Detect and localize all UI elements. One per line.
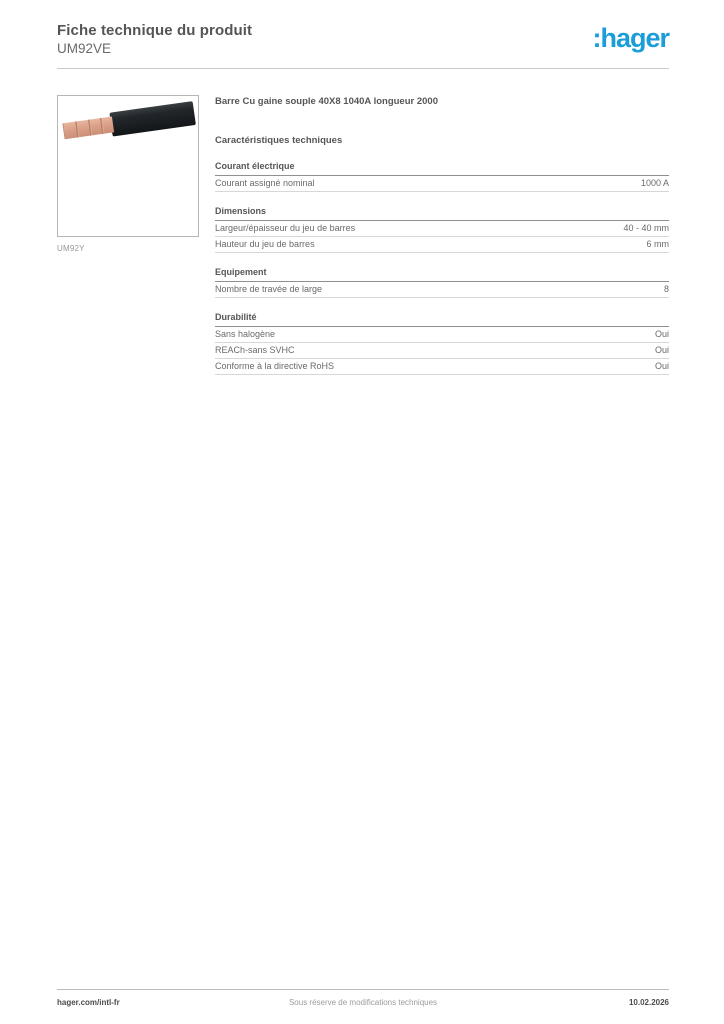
spec-row	[215, 327, 669, 343]
product-name: Barre Cu gaine souple 40X8 1040A longueur 2000	[215, 96, 438, 107]
spec-section-title: Durabilité	[215, 312, 669, 327]
spec-value: 6 mm	[646, 239, 669, 249]
spec-section	[215, 206, 669, 253]
header-divider	[57, 68, 669, 69]
busbar-sleeve	[109, 101, 196, 136]
product-visual-column	[57, 95, 199, 253]
spec-value: Oui	[654, 345, 669, 355]
spec-row	[215, 176, 669, 192]
spec-label: REACh-sans SVHC	[215, 345, 295, 355]
page-title: Fiche technique du produit	[57, 22, 253, 39]
spec-row	[215, 343, 669, 359]
spec-section	[215, 161, 669, 192]
main-content	[57, 95, 669, 375]
spec-value: 8	[663, 284, 669, 294]
hager-logo: :hager	[592, 23, 669, 53]
spec-value: Oui	[654, 329, 669, 339]
spec-row	[215, 237, 669, 253]
spec-sections	[215, 161, 669, 375]
page-footer	[57, 989, 669, 1019]
spec-value: 40 - 40 mm	[623, 223, 669, 233]
spec-label: Courant assigné nominal	[215, 178, 315, 188]
characteristics-heading: Caractéristiques techniques	[215, 135, 343, 146]
spec-row	[215, 221, 669, 237]
spec-row	[215, 359, 669, 375]
copper-segment-line	[100, 118, 104, 134]
spec-value: 1000 A	[640, 178, 669, 188]
product-image	[57, 95, 199, 237]
copper-segment-line	[75, 121, 79, 137]
spec-section-title: Courant électrique	[215, 161, 669, 176]
spec-label: Hauteur du jeu de barres	[215, 239, 315, 249]
spec-row	[215, 282, 669, 298]
page-header	[57, 0, 669, 69]
spec-label: Sans halogène	[215, 329, 276, 339]
busbar-graphic	[61, 98, 196, 146]
footer-disclaimer: Sous réserve de modifications techniques	[288, 998, 438, 1007]
spec-value: Oui	[654, 361, 669, 371]
spec-section-title: Dimensions	[215, 206, 669, 221]
spec-section	[215, 267, 669, 298]
spec-label: Conforme à la directive RoHS	[215, 361, 335, 371]
footer-date: 10.02.2026	[628, 998, 669, 1007]
spec-label: Nombre de travée de large	[215, 284, 323, 294]
busbar-copper	[62, 116, 114, 139]
spec-section	[215, 312, 669, 375]
specs-column	[215, 95, 669, 375]
product-reference: UM92VE	[57, 41, 112, 56]
spec-section-title: Equipement	[215, 267, 669, 282]
product-image-caption: UM92Y	[57, 244, 85, 253]
copper-segment-line	[88, 120, 92, 136]
footer-url[interactable]: hager.com/intl-fr	[57, 998, 120, 1007]
spec-label: Largeur/épaisseur du jeu de barres	[215, 223, 356, 233]
